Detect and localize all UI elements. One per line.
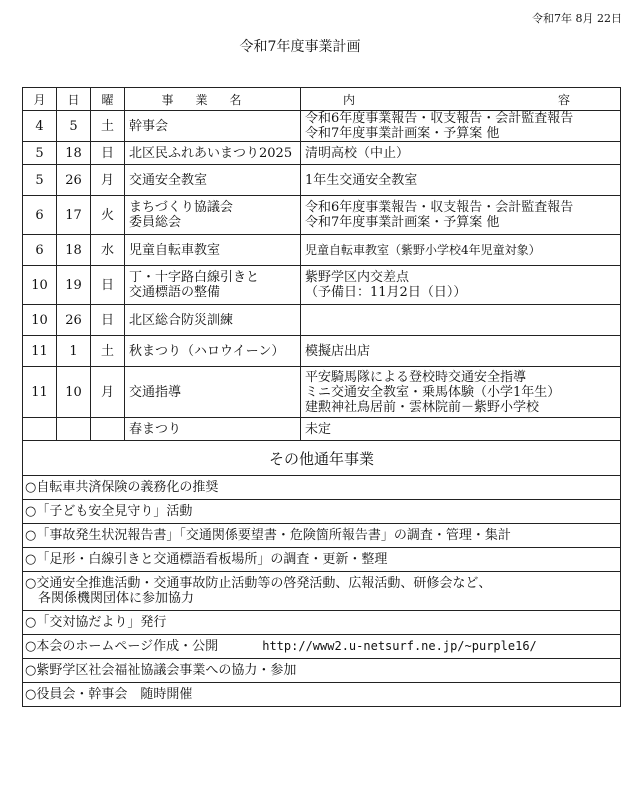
cell-day: 10	[57, 367, 91, 418]
plan-table	[22, 87, 621, 707]
other-item-text: ○「交対協だより」発行	[23, 611, 621, 635]
table-row	[23, 142, 621, 165]
other-section-header	[23, 441, 621, 476]
table-row	[23, 196, 621, 235]
cell-month: 6	[23, 235, 57, 266]
cell-name: 秋まつり（ハロウイーン）	[125, 336, 301, 367]
other-section-title: その他通年事業	[23, 441, 621, 476]
other-item	[23, 635, 621, 659]
cell-name: 北区総合防災訓練	[125, 305, 301, 336]
cell-dow: 日	[91, 142, 125, 165]
other-item	[23, 572, 621, 611]
cell-month: 5	[23, 142, 57, 165]
cell-dow: 火	[91, 196, 125, 235]
table-row	[23, 266, 621, 305]
cell-day: 18	[57, 235, 91, 266]
other-item	[23, 659, 621, 683]
other-item-text: ○役員会・幹事会 随時開催	[23, 683, 621, 707]
cell-name: 幹事会	[125, 111, 301, 142]
other-item-text: ○紫野学区社会福祉協議会事業への協力・参加	[23, 659, 621, 683]
cell-month: 11	[23, 367, 57, 418]
cell-name: 北区民ふれあいまつり2025	[125, 142, 301, 165]
table-row	[23, 418, 621, 441]
header-content-left: 内	[343, 92, 356, 107]
cell-day: 18	[57, 142, 91, 165]
cell-dow: 日	[91, 305, 125, 336]
cell-dow	[91, 418, 125, 441]
other-item	[23, 548, 621, 572]
header-name-label: 事業名	[161, 92, 264, 107]
cell-month: 10	[23, 305, 57, 336]
cell-content: 清明高校（中止）	[301, 142, 621, 165]
other-item-text: ○交通安全推進活動・交通事故防止活動等の啓発活動、広報活動、研修会など、 各関係機関団体に参加協力	[23, 572, 621, 611]
document-title: 令和7年度事業計画	[239, 39, 361, 55]
cell-content: 未定	[301, 418, 621, 441]
other-item	[23, 524, 621, 548]
cell-day: 5	[57, 111, 91, 142]
cell-month: 10	[23, 266, 57, 305]
table-row	[23, 367, 621, 418]
document-date: 令和7年 8月 22日	[532, 12, 622, 25]
homepage-item	[23, 635, 621, 659]
cell-content: 模擬店出店	[301, 336, 621, 367]
cell-month: 5	[23, 165, 57, 196]
header-name	[125, 88, 301, 111]
other-item	[23, 500, 621, 524]
cell-month: 6	[23, 196, 57, 235]
cell-month: 11	[23, 336, 57, 367]
cell-content: 令和6年度事業報告・収支報告・会計監査報告 令和7年度事業計画案・予算案 他	[301, 111, 621, 142]
cell-day: 17	[57, 196, 91, 235]
header-content	[301, 88, 621, 111]
cell-dow: 月	[91, 165, 125, 196]
header-day: 日	[57, 88, 91, 111]
cell-month: 4	[23, 111, 57, 142]
cell-month	[23, 418, 57, 441]
table-row	[23, 305, 621, 336]
cell-content: 児童自転車教室（紫野小学校4年児童対象）	[301, 235, 621, 266]
other-item	[23, 683, 621, 707]
other-item-text: ○本会のホームページ作成・公開	[25, 639, 219, 654]
cell-day: 26	[57, 305, 91, 336]
cell-content: 1年生交通安全教室	[301, 165, 621, 196]
table-row	[23, 235, 621, 266]
cell-content: 令和6年度事業報告・収支報告・会計監査報告 令和7年度事業計画案・予算案 他	[301, 196, 621, 235]
header-content-right: 容	[557, 92, 570, 107]
cell-name: 交通安全教室	[125, 165, 301, 196]
cell-dow: 月	[91, 367, 125, 418]
table-row	[23, 165, 621, 196]
cell-name: 交通指導	[125, 367, 301, 418]
other-item-text: ○「事故発生状況報告書」「交通関係要望書・危険箇所報告書」の調査・管理・集計	[23, 524, 621, 548]
header-dow: 曜	[91, 88, 125, 111]
cell-name: まちづくり協議会 委員総会	[125, 196, 301, 235]
header-row	[23, 88, 621, 111]
cell-content	[301, 305, 621, 336]
homepage-url[interactable]: http://www2.u-netsurf.ne.jp/~purple16/	[262, 639, 537, 653]
other-item-text: ○「足形・白線引きと交通標語看板場所」の調査・更新・整理	[23, 548, 621, 572]
cell-day: 26	[57, 165, 91, 196]
table-row	[23, 111, 621, 142]
cell-content: 平安騎馬隊による登校時交通安全指導 ミニ交通安全教室・乗馬体験（小学1年生） 建勲神社鳥居前・雲林院前－紫野小学校	[301, 367, 621, 418]
other-item-text: ○「子ども安全見守り」活動	[23, 500, 621, 524]
other-item	[23, 611, 621, 635]
cell-dow: 土	[91, 336, 125, 367]
cell-name: 児童自転車教室	[125, 235, 301, 266]
cell-dow: 水	[91, 235, 125, 266]
cell-day: 19	[57, 266, 91, 305]
other-item	[23, 476, 621, 500]
cell-name: 丁・十字路白線引きと 交通標語の整備	[125, 266, 301, 305]
cell-day	[57, 418, 91, 441]
cell-name: 春まつり	[125, 418, 301, 441]
other-item-text: ○自転車共済保険の義務化の推奨	[23, 476, 621, 500]
table-row	[23, 336, 621, 367]
cell-day: 1	[57, 336, 91, 367]
header-month: 月	[23, 88, 57, 111]
cell-content: 紫野学区内交差点 （予備日：11月2日（日））	[301, 266, 621, 305]
cell-dow: 日	[91, 266, 125, 305]
cell-dow: 土	[91, 111, 125, 142]
